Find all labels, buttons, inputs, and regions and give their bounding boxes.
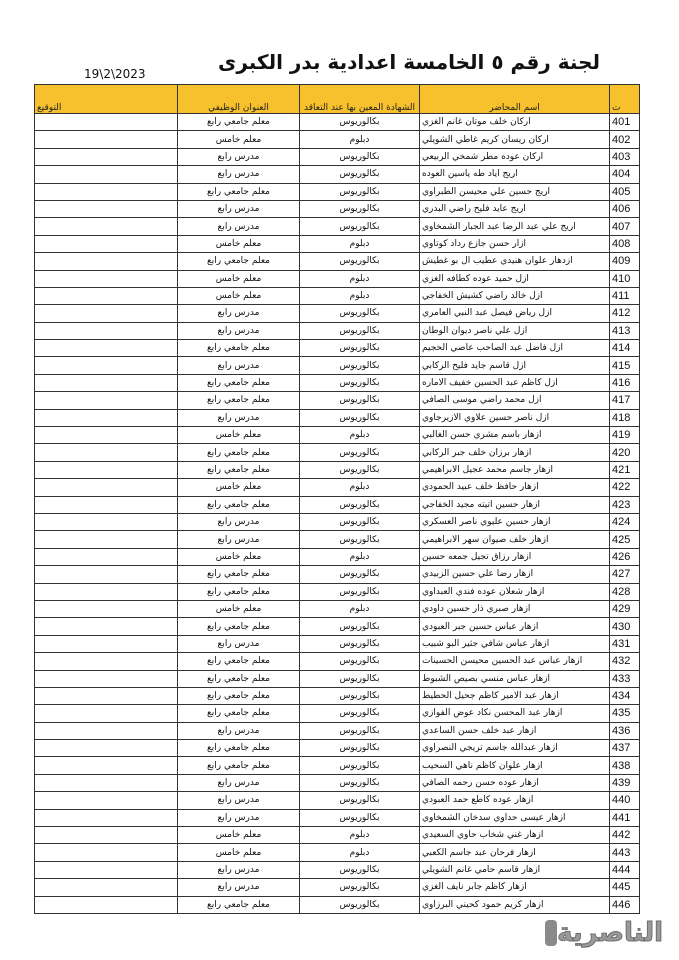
row-signature[interactable] bbox=[35, 792, 178, 809]
row-job-title: مدرس رابع bbox=[178, 809, 300, 826]
table-row bbox=[35, 844, 640, 861]
row-job-title: مدرس رابع bbox=[178, 200, 300, 217]
row-name: اريج حسين علي محيسن الطبراوي bbox=[420, 183, 610, 200]
row-signature[interactable] bbox=[35, 896, 178, 913]
table-row bbox=[35, 792, 640, 809]
row-number: 444 bbox=[610, 861, 640, 878]
page-title: لجنة رقم ٥ الخامسة اعدادية بدر الكبرى bbox=[218, 50, 600, 74]
row-number: 408 bbox=[610, 235, 640, 252]
row-number: 433 bbox=[610, 670, 640, 687]
table-row bbox=[35, 740, 640, 757]
row-number: 437 bbox=[610, 740, 640, 757]
row-name: ازهار رزاق تجيل جمعه حسين bbox=[420, 548, 610, 565]
row-signature[interactable] bbox=[35, 548, 178, 565]
row-name: ازهار عيسى حداوي سدخان الشمخاوي bbox=[420, 809, 610, 826]
table-row bbox=[35, 461, 640, 478]
row-name: ازهار فرحان عبد جاسم الكعبي bbox=[420, 844, 610, 861]
row-signature[interactable] bbox=[35, 392, 178, 409]
logo-wordmark: الناصرية bbox=[557, 918, 663, 948]
row-signature[interactable] bbox=[35, 148, 178, 165]
table-row bbox=[35, 809, 640, 826]
row-certificate: بكالوريوس bbox=[300, 635, 420, 652]
row-signature[interactable] bbox=[35, 513, 178, 530]
table-row bbox=[35, 235, 640, 252]
row-number: 416 bbox=[610, 374, 640, 391]
table-row bbox=[35, 200, 640, 217]
row-certificate: دبلوم bbox=[300, 235, 420, 252]
table-row bbox=[35, 253, 640, 270]
row-number: 431 bbox=[610, 635, 640, 652]
row-number: 439 bbox=[610, 774, 640, 791]
table-row bbox=[35, 566, 640, 583]
row-name: ازهار غني شخاب حاوي السعيدي bbox=[420, 827, 610, 844]
row-signature[interactable] bbox=[35, 722, 178, 739]
row-name: ازل فاضل عبد الصاحب عاصي الحجيم bbox=[420, 340, 610, 357]
row-name: ازهار صبري ذار حسين داودي bbox=[420, 600, 610, 617]
row-signature[interactable] bbox=[35, 774, 178, 791]
row-name: ازهار شعلان عوده فندي العبداوي bbox=[420, 583, 610, 600]
table-row bbox=[35, 322, 640, 339]
row-name: ازهار عبدالله جاسم تريجي النصراوي bbox=[420, 740, 610, 757]
table-row bbox=[35, 861, 640, 878]
table-row bbox=[35, 583, 640, 600]
row-number: 424 bbox=[610, 513, 640, 530]
table-row bbox=[35, 600, 640, 617]
row-job-title: مدرس رابع bbox=[178, 409, 300, 426]
row-name: ازهار عباس عبد الحسين محيسن الحسينات bbox=[420, 653, 610, 670]
row-number: 421 bbox=[610, 461, 640, 478]
row-signature[interactable] bbox=[35, 653, 178, 670]
row-name: اريج عايد فليح راضي البدري bbox=[420, 200, 610, 217]
table-row bbox=[35, 513, 640, 530]
row-certificate: بكالوريوس bbox=[300, 253, 420, 270]
row-signature[interactable] bbox=[35, 444, 178, 461]
row-number: 436 bbox=[610, 722, 640, 739]
row-certificate: بكالوريوس bbox=[300, 166, 420, 183]
row-certificate: بكالوريوس bbox=[300, 740, 420, 757]
row-job-title: مدرس رابع bbox=[178, 357, 300, 374]
row-name: ازهار حافظ خلف عبيد الحمودي bbox=[420, 479, 610, 496]
row-name: ازهار كاظم جابر نايف الغزي bbox=[420, 879, 610, 896]
row-job-title: معلم جامعي رابع bbox=[178, 896, 300, 913]
row-number: 429 bbox=[610, 600, 640, 617]
row-name: ازل حميد عوده كطافه الغزي bbox=[420, 270, 610, 287]
row-job-title: معلم خامس bbox=[178, 827, 300, 844]
row-signature[interactable] bbox=[35, 687, 178, 704]
row-signature[interactable] bbox=[35, 270, 178, 287]
row-certificate: بكالوريوس bbox=[300, 566, 420, 583]
table-row bbox=[35, 166, 640, 183]
row-certificate: دبلوم bbox=[300, 427, 420, 444]
row-job-title: معلم جامعي رابع bbox=[178, 687, 300, 704]
row-name: ازدهار علوان هنيدي عطيب ال بو غطيش bbox=[420, 253, 610, 270]
row-certificate: بكالوريوس bbox=[300, 792, 420, 809]
row-name: ازل رياض فيصل عبد النبي العامري bbox=[420, 305, 610, 322]
row-certificate: بكالوريوس bbox=[300, 444, 420, 461]
row-job-title: مدرس رابع bbox=[178, 148, 300, 165]
row-certificate: بكالوريوس bbox=[300, 218, 420, 235]
row-number: 432 bbox=[610, 653, 640, 670]
row-job-title: مدرس رابع bbox=[178, 166, 300, 183]
row-number: 419 bbox=[610, 427, 640, 444]
row-signature[interactable] bbox=[35, 183, 178, 200]
row-job-title: مدرس رابع bbox=[178, 305, 300, 322]
row-job-title: معلم جامعي رابع bbox=[178, 183, 300, 200]
row-number: 446 bbox=[610, 896, 640, 913]
row-certificate: بكالوريوس bbox=[300, 809, 420, 826]
row-name: ازهار برزان خلف جبر الركابي bbox=[420, 444, 610, 461]
attendance-table bbox=[34, 84, 640, 914]
row-name: ازل كاظم عبد الحسين خفيف الاماره bbox=[420, 374, 610, 391]
row-job-title: مدرس رابع bbox=[178, 774, 300, 791]
row-name: اركان ريسان كريم غاطي الشويلي bbox=[420, 131, 610, 148]
table-row bbox=[35, 305, 640, 322]
row-certificate: بكالوريوس bbox=[300, 705, 420, 722]
row-name: ازهار خلف صيوان سهر الابراهيمي bbox=[420, 531, 610, 548]
row-job-title: معلم جامعي رابع bbox=[178, 740, 300, 757]
row-certificate: دبلوم bbox=[300, 287, 420, 304]
row-signature[interactable] bbox=[35, 479, 178, 496]
row-signature[interactable] bbox=[35, 374, 178, 391]
table-row bbox=[35, 409, 640, 426]
table-row bbox=[35, 183, 640, 200]
table-row bbox=[35, 148, 640, 165]
row-number: 434 bbox=[610, 687, 640, 704]
row-job-title: معلم خامس bbox=[178, 235, 300, 252]
row-number: 438 bbox=[610, 757, 640, 774]
header-signature: التوقيع bbox=[35, 85, 178, 114]
row-name: ازهار عباس منسي بصيص الشبوط bbox=[420, 670, 610, 687]
row-certificate: دبلوم bbox=[300, 479, 420, 496]
row-certificate: بكالوريوس bbox=[300, 305, 420, 322]
header-name: اسم المحاضر bbox=[420, 85, 610, 114]
row-job-title: معلم جامعي رابع bbox=[178, 496, 300, 513]
row-certificate: بكالوريوس bbox=[300, 461, 420, 478]
row-name: ازل خالد راضي كشيش الخفاجي bbox=[420, 287, 610, 304]
row-job-title: معلم جامعي رابع bbox=[178, 444, 300, 461]
row-number: 425 bbox=[610, 531, 640, 548]
row-name: ازهار حسين اتيته مجيد الخفاجي bbox=[420, 496, 610, 513]
row-certificate: بكالوريوس bbox=[300, 322, 420, 339]
row-signature[interactable] bbox=[35, 583, 178, 600]
table-row bbox=[35, 131, 640, 148]
row-signature[interactable] bbox=[35, 827, 178, 844]
row-certificate: بكالوريوس bbox=[300, 722, 420, 739]
row-name: ازهار جاسم محمد عجيل الابراهيمي bbox=[420, 461, 610, 478]
row-number: 445 bbox=[610, 879, 640, 896]
row-signature[interactable] bbox=[35, 340, 178, 357]
row-name: ازل ناصر حسين علاوي الازيرجاوي bbox=[420, 409, 610, 426]
row-number: 413 bbox=[610, 322, 640, 339]
row-job-title: معلم خامس bbox=[178, 287, 300, 304]
row-number: 412 bbox=[610, 305, 640, 322]
table-row bbox=[35, 340, 640, 357]
row-signature[interactable] bbox=[35, 566, 178, 583]
row-job-title: معلم خامس bbox=[178, 844, 300, 861]
row-number: 440 bbox=[610, 792, 640, 809]
row-job-title: معلم جامعي رابع bbox=[178, 618, 300, 635]
row-signature[interactable] bbox=[35, 757, 178, 774]
table-row bbox=[35, 218, 640, 235]
row-certificate: بكالوريوس bbox=[300, 774, 420, 791]
row-job-title: مدرس رابع bbox=[178, 861, 300, 878]
row-signature[interactable] bbox=[35, 218, 178, 235]
header-certificate: الشهادة المعين بها عند التعاقد bbox=[300, 85, 420, 114]
row-signature[interactable] bbox=[35, 600, 178, 617]
row-number: 405 bbox=[610, 183, 640, 200]
row-certificate: بكالوريوس bbox=[300, 148, 420, 165]
row-name: ازهار عوده كاطع حمد العبودي bbox=[420, 792, 610, 809]
row-signature[interactable] bbox=[35, 166, 178, 183]
row-signature[interactable] bbox=[35, 322, 178, 339]
row-job-title: معلم جامعي رابع bbox=[178, 705, 300, 722]
header-number: ت bbox=[610, 85, 640, 114]
row-signature[interactable] bbox=[35, 618, 178, 635]
row-name: ازهار كريم حمود كحيني البرزاوي bbox=[420, 896, 610, 913]
row-name: ازهار عباس حسين جبر العبودي bbox=[420, 618, 610, 635]
row-name: اركان عوده مطر شمخي الربيعي bbox=[420, 148, 610, 165]
row-certificate: بكالوريوس bbox=[300, 670, 420, 687]
table-row bbox=[35, 548, 640, 565]
row-number: 418 bbox=[610, 409, 640, 426]
table-body bbox=[35, 114, 640, 914]
row-job-title: معلم جامعي رابع bbox=[178, 670, 300, 687]
row-number: 401 bbox=[610, 114, 640, 131]
row-number: 442 bbox=[610, 827, 640, 844]
row-name: ازل علي ناصر ديوان الوطان bbox=[420, 322, 610, 339]
row-job-title: معلم جامعي رابع bbox=[178, 114, 300, 131]
row-certificate: دبلوم bbox=[300, 270, 420, 287]
row-job-title: مدرس رابع bbox=[178, 879, 300, 896]
table-row bbox=[35, 705, 640, 722]
table-row bbox=[35, 444, 640, 461]
row-number: 420 bbox=[610, 444, 640, 461]
row-signature[interactable] bbox=[35, 235, 178, 252]
row-signature[interactable] bbox=[35, 461, 178, 478]
row-signature[interactable] bbox=[35, 531, 178, 548]
row-job-title: معلم جامعي رابع bbox=[178, 340, 300, 357]
row-number: 423 bbox=[610, 496, 640, 513]
row-certificate: بكالوريوس bbox=[300, 879, 420, 896]
table-row bbox=[35, 653, 640, 670]
row-name: ازل قاسم جايد فليح الركابي bbox=[420, 357, 610, 374]
row-number: 430 bbox=[610, 618, 640, 635]
table-row bbox=[35, 531, 640, 548]
row-certificate: دبلوم bbox=[300, 827, 420, 844]
row-number: 404 bbox=[610, 166, 640, 183]
table-row bbox=[35, 114, 640, 131]
row-name: ازهار حسين عليوي ناصر العسكري bbox=[420, 513, 610, 530]
row-signature[interactable] bbox=[35, 287, 178, 304]
table-row bbox=[35, 879, 640, 896]
table-row bbox=[35, 392, 640, 409]
row-job-title: معلم خامس bbox=[178, 131, 300, 148]
row-number: 427 bbox=[610, 566, 640, 583]
row-certificate: دبلوم bbox=[300, 844, 420, 861]
row-job-title: مدرس رابع bbox=[178, 531, 300, 548]
row-job-title: مدرس رابع bbox=[178, 635, 300, 652]
row-name: اركان خلف موتان غانم الغزي bbox=[420, 114, 610, 131]
row-job-title: معلم جامعي رابع bbox=[178, 461, 300, 478]
row-certificate: بكالوريوس bbox=[300, 409, 420, 426]
row-number: 407 bbox=[610, 218, 640, 235]
row-signature[interactable] bbox=[35, 670, 178, 687]
row-certificate: بكالوريوس bbox=[300, 618, 420, 635]
row-job-title: معلم جامعي رابع bbox=[178, 253, 300, 270]
row-number: 403 bbox=[610, 148, 640, 165]
row-certificate: بكالوريوس bbox=[300, 392, 420, 409]
table-header-row bbox=[35, 85, 640, 114]
row-certificate: بكالوريوس bbox=[300, 374, 420, 391]
row-job-title: معلم خامس bbox=[178, 600, 300, 617]
table-row bbox=[35, 496, 640, 513]
row-name: ازهار عبد الامير كاظم جحيل الحطيط bbox=[420, 687, 610, 704]
row-job-title: مدرس رابع bbox=[178, 722, 300, 739]
row-number: 443 bbox=[610, 844, 640, 861]
row-number: 435 bbox=[610, 705, 640, 722]
table-row bbox=[35, 670, 640, 687]
table-row bbox=[35, 357, 640, 374]
row-job-title: معلم خامس bbox=[178, 270, 300, 287]
table-row bbox=[35, 896, 640, 913]
row-number: 411 bbox=[610, 287, 640, 304]
table-row bbox=[35, 479, 640, 496]
row-certificate: بكالوريوس bbox=[300, 757, 420, 774]
row-number: 402 bbox=[610, 131, 640, 148]
table-row bbox=[35, 757, 640, 774]
table-row bbox=[35, 687, 640, 704]
row-signature[interactable] bbox=[35, 879, 178, 896]
row-job-title: مدرس رابع bbox=[178, 513, 300, 530]
row-name: ازهار رضا علي حسين الزبيدي bbox=[420, 566, 610, 583]
row-certificate: بكالوريوس bbox=[300, 531, 420, 548]
row-certificate: بكالوريوس bbox=[300, 861, 420, 878]
row-job-title: معلم جامعي رابع bbox=[178, 653, 300, 670]
row-number: 415 bbox=[610, 357, 640, 374]
row-number: 428 bbox=[610, 583, 640, 600]
row-name: ازهار باسم مشري حسن الغالبي bbox=[420, 427, 610, 444]
row-signature[interactable] bbox=[35, 844, 178, 861]
row-signature[interactable] bbox=[35, 305, 178, 322]
table-row bbox=[35, 287, 640, 304]
row-job-title: معلم جامعي رابع bbox=[178, 583, 300, 600]
row-certificate: بكالوريوس bbox=[300, 896, 420, 913]
row-job-title: معلم جامعي رابع bbox=[178, 392, 300, 409]
row-number: 426 bbox=[610, 548, 640, 565]
table-row bbox=[35, 774, 640, 791]
row-signature[interactable] bbox=[35, 809, 178, 826]
row-certificate: بكالوريوس bbox=[300, 183, 420, 200]
row-job-title: مدرس رابع bbox=[178, 792, 300, 809]
row-name: ازل محمد راضي موسى الصافي bbox=[420, 392, 610, 409]
row-certificate: بكالوريوس bbox=[300, 513, 420, 530]
row-certificate: دبلوم bbox=[300, 600, 420, 617]
table-row bbox=[35, 827, 640, 844]
table-row bbox=[35, 427, 640, 444]
row-certificate: دبلوم bbox=[300, 548, 420, 565]
table-row bbox=[35, 722, 640, 739]
row-certificate: دبلوم bbox=[300, 131, 420, 148]
table-row bbox=[35, 618, 640, 635]
row-job-title: معلم جامعي رابع bbox=[178, 757, 300, 774]
row-job-title: معلم خامس bbox=[178, 427, 300, 444]
row-certificate: بكالوريوس bbox=[300, 583, 420, 600]
row-certificate: بكالوريوس bbox=[300, 357, 420, 374]
watermark-logo bbox=[541, 916, 663, 950]
row-certificate: بكالوريوس bbox=[300, 200, 420, 217]
table-row bbox=[35, 270, 640, 287]
row-job-title: معلم جامعي رابع bbox=[178, 566, 300, 583]
row-name: ازهار عبد خلف حسن الساعدي bbox=[420, 722, 610, 739]
row-name: ازهار قاسم حامي غانم الشويلي bbox=[420, 861, 610, 878]
row-number: 441 bbox=[610, 809, 640, 826]
row-certificate: بكالوريوس bbox=[300, 340, 420, 357]
row-signature[interactable] bbox=[35, 427, 178, 444]
row-number: 406 bbox=[610, 200, 640, 217]
row-certificate: بكالوريوس bbox=[300, 687, 420, 704]
row-signature[interactable] bbox=[35, 409, 178, 426]
row-signature[interactable] bbox=[35, 635, 178, 652]
row-number: 422 bbox=[610, 479, 640, 496]
row-signature[interactable] bbox=[35, 200, 178, 217]
row-signature[interactable] bbox=[35, 740, 178, 757]
row-number: 409 bbox=[610, 253, 640, 270]
row-job-title: مدرس رابع bbox=[178, 322, 300, 339]
row-name: ازهار عبد المحسن نكاد عوض الفوازي bbox=[420, 705, 610, 722]
row-job-title: معلم جامعي رابع bbox=[178, 374, 300, 391]
row-job-title: معلم خامس bbox=[178, 548, 300, 565]
table-row bbox=[35, 635, 640, 652]
row-name: اريج اياد طه ياسين العوده bbox=[420, 166, 610, 183]
table-row bbox=[35, 374, 640, 391]
row-job-title: معلم خامس bbox=[178, 479, 300, 496]
row-number: 414 bbox=[610, 340, 640, 357]
row-number: 417 bbox=[610, 392, 640, 409]
row-certificate: بكالوريوس bbox=[300, 496, 420, 513]
row-number: 410 bbox=[610, 270, 640, 287]
row-certificate: بكالوريوس bbox=[300, 653, 420, 670]
row-name: ازهار علوان كاظم ناهي السحيب bbox=[420, 757, 610, 774]
header-job-title: العنوان الوظيفي bbox=[178, 85, 300, 114]
document-date: 19\2\2023 bbox=[84, 67, 146, 81]
row-name: ازار حسن جازع رداد كوتاوي bbox=[420, 235, 610, 252]
row-certificate: بكالوريوس bbox=[300, 114, 420, 131]
row-signature[interactable] bbox=[35, 496, 178, 513]
logo-icon bbox=[545, 920, 557, 946]
row-job-title: مدرس رابع bbox=[178, 218, 300, 235]
row-name: اريج علي عبد الرضا عبد الجبار الشمخاوي bbox=[420, 218, 610, 235]
row-signature[interactable] bbox=[35, 114, 178, 131]
row-signature[interactable] bbox=[35, 861, 178, 878]
row-name: ازهار عوده حسن رحمه الصافي bbox=[420, 774, 610, 791]
row-signature[interactable] bbox=[35, 705, 178, 722]
row-signature[interactable] bbox=[35, 131, 178, 148]
row-name: ازهار عباس شافي جثير البو شبيب bbox=[420, 635, 610, 652]
row-signature[interactable] bbox=[35, 253, 178, 270]
row-signature[interactable] bbox=[35, 357, 178, 374]
